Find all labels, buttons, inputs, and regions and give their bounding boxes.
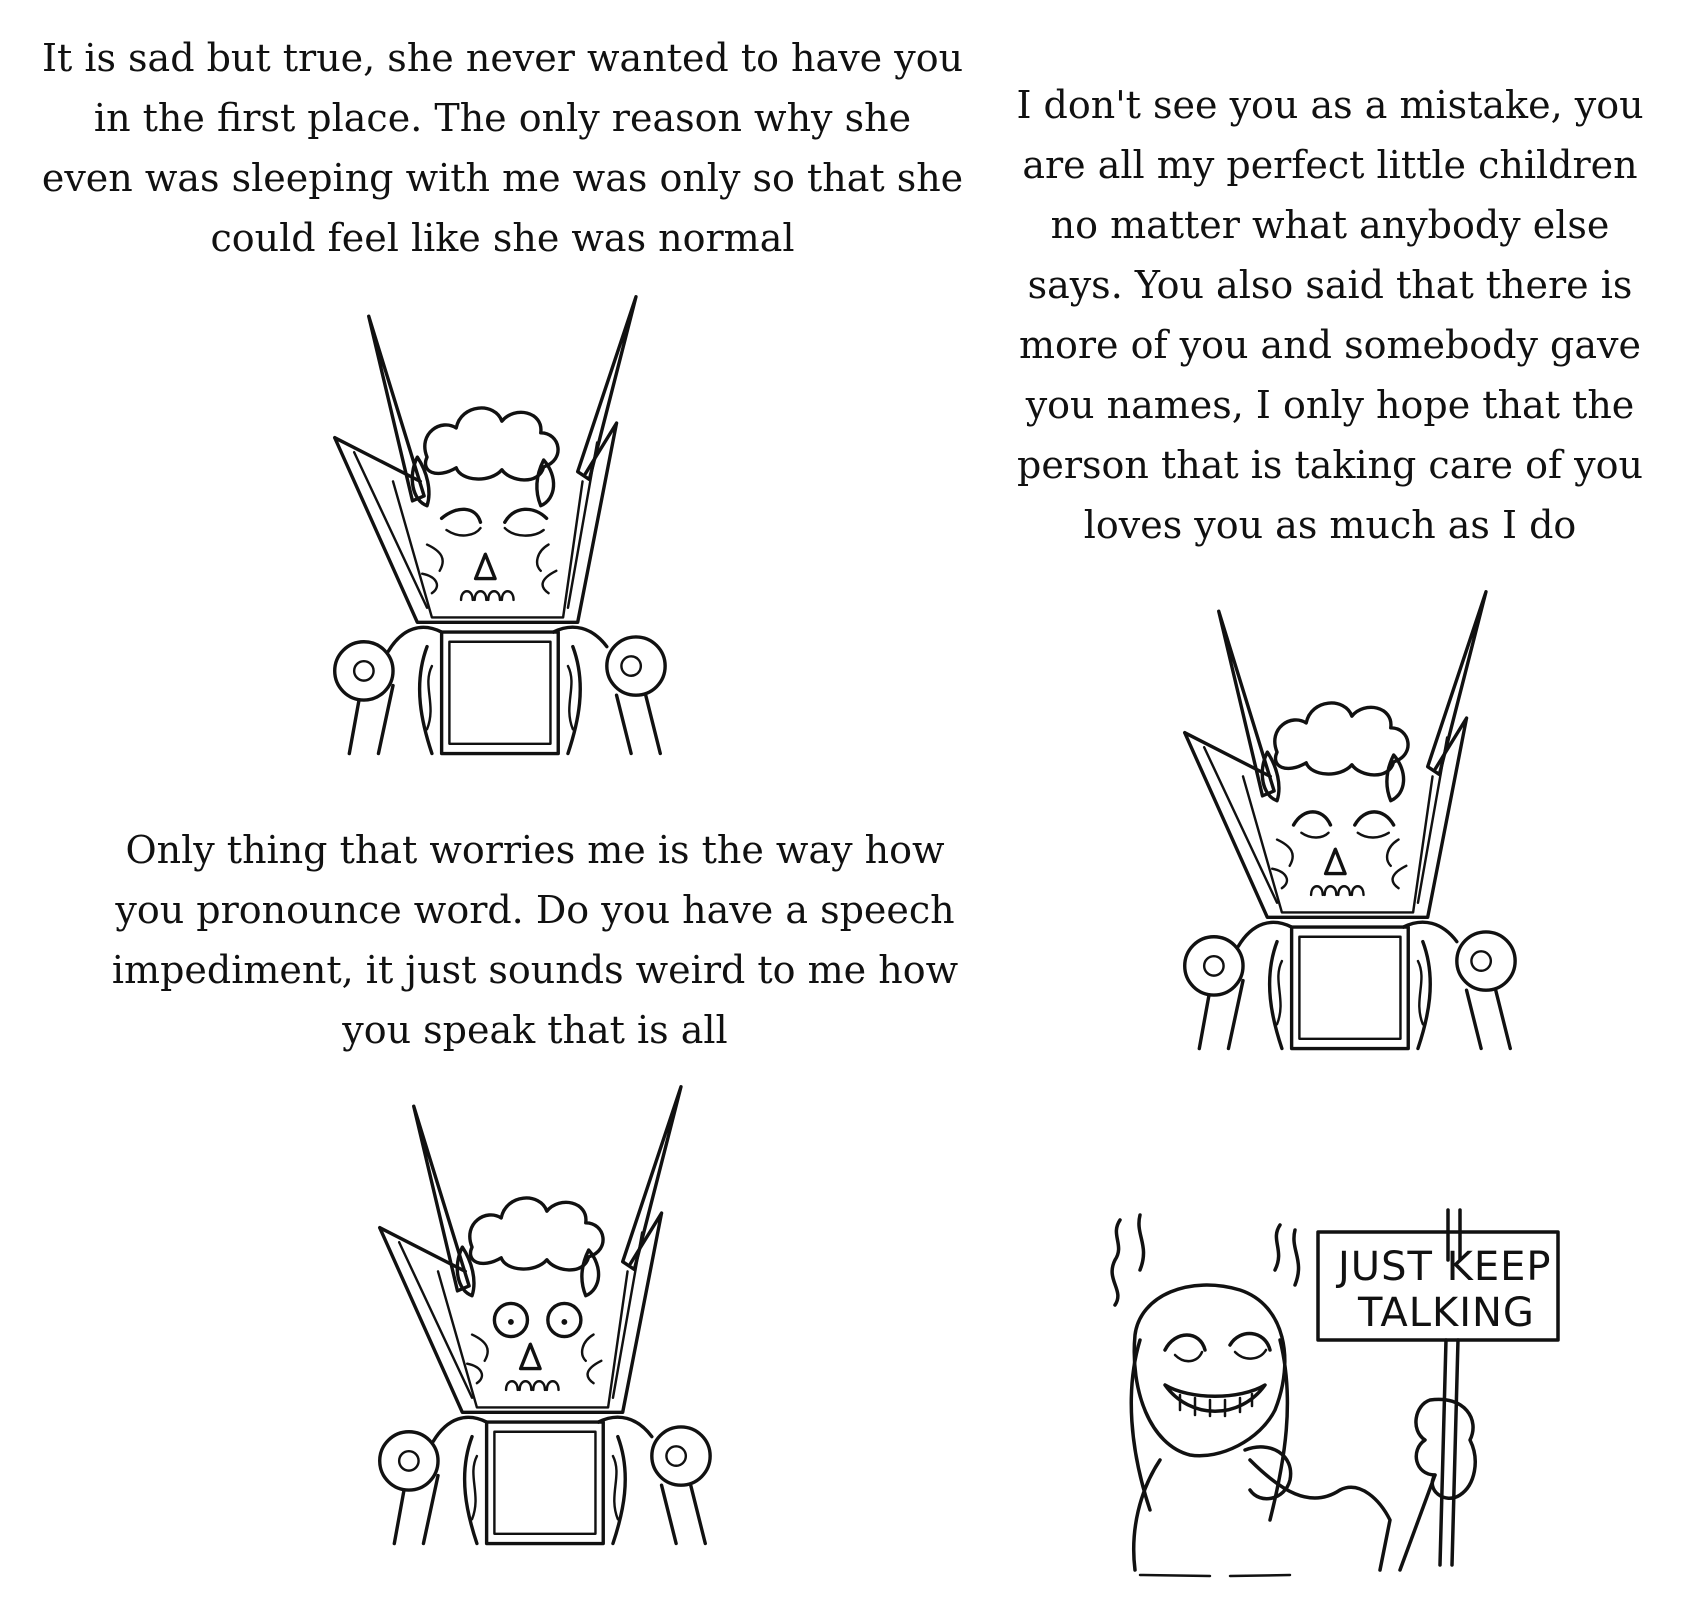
- eyes-happy: [1294, 812, 1394, 825]
- caption-panel-2: [1010, 75, 1650, 555]
- arm-right: [1400, 1475, 1435, 1570]
- hand-left: [1245, 1447, 1291, 1499]
- caption-panel-3: [90, 820, 980, 1060]
- robot-illustration: [1175, 580, 1520, 1070]
- robot-figure-panel-1: [325, 285, 670, 775]
- caption-line: more of you and somebody gave: [1018, 323, 1641, 367]
- robot-illustration: [370, 1075, 715, 1565]
- sign-holder-illustration: [1080, 1190, 1580, 1580]
- caption-line: you names, I only hope that the: [1025, 383, 1635, 427]
- caption-line: could feel like she was normal: [210, 216, 795, 260]
- caption-line: Only thing that worries me is the way how: [125, 828, 945, 872]
- sign-holder-panel-4: [1080, 1190, 1580, 1580]
- hair-wisps: [1112, 1215, 1298, 1305]
- caption-line: you pronounce word. Do you have a speech: [115, 888, 955, 932]
- caption-line: even was sleeping with me was only so that she: [41, 156, 964, 200]
- robot-figure-panel-2: [1175, 580, 1520, 1070]
- caption-line: you speak that is all: [342, 1008, 728, 1052]
- caption-line: person that is taking care of you: [1017, 443, 1643, 487]
- eyes-grin: [1165, 1334, 1270, 1350]
- caption-line: no matter what anybody else: [1050, 203, 1610, 247]
- robot-illustration: [325, 285, 670, 775]
- sign-line: JUST KEEP: [1338, 1244, 1552, 1290]
- caption-line: are all my perfect little children: [1022, 143, 1638, 187]
- body: [1134, 1460, 1390, 1570]
- sign-line: TALKING: [1358, 1290, 1535, 1336]
- caption-line: I don't see you as a mistake, you: [1016, 83, 1644, 127]
- eyes-closed: [442, 509, 547, 522]
- caption-line: says. You also said that there is: [1027, 263, 1633, 307]
- head: [1134, 1285, 1285, 1456]
- caption-line: in the first place. The only reason why she: [93, 96, 912, 140]
- caption-line: impediment, it just sounds weird to me how: [111, 948, 959, 992]
- caption-panel-1: [20, 28, 985, 268]
- robot-figure-panel-3: [370, 1075, 715, 1565]
- caption-line: It is sad but true, she never wanted to have you: [41, 36, 964, 80]
- sign-post: [1440, 1340, 1458, 1565]
- caption-line: loves you as much as I do: [1083, 503, 1577, 547]
